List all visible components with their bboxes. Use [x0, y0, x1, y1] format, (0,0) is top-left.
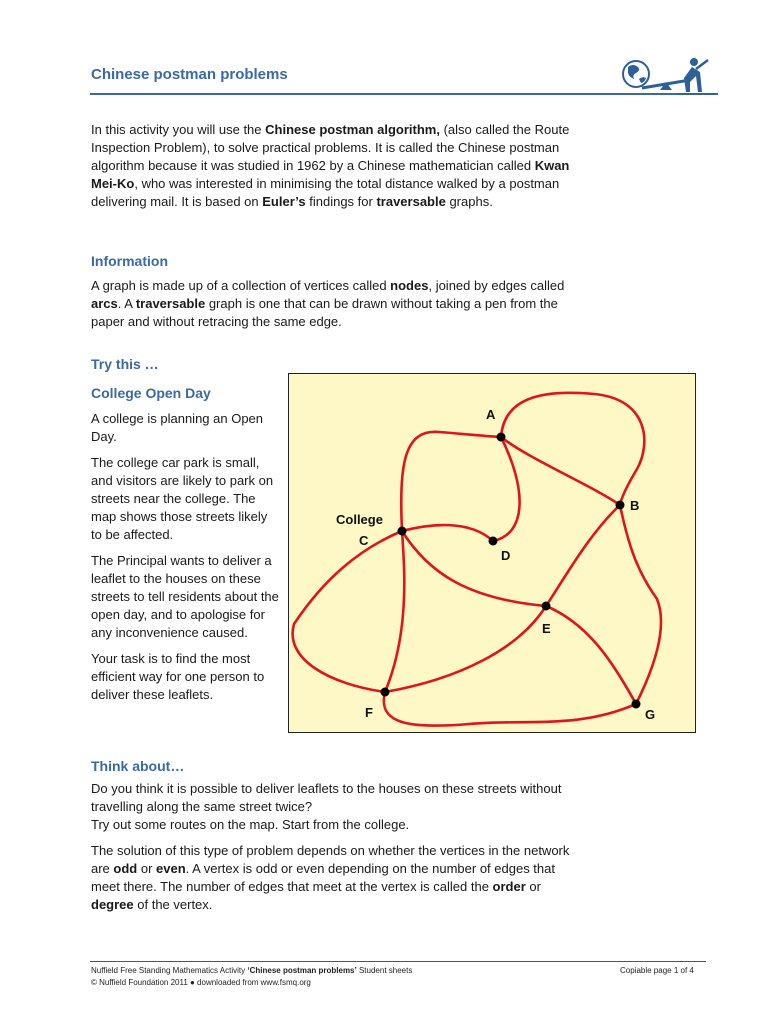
footer-copyright-line: © Nuffield Foundation 2011 ● downloaded from www.fsmq.org — [91, 978, 311, 987]
page-title: Chinese postman problems — [91, 66, 288, 83]
try-this-heading: Try this … — [91, 356, 159, 372]
edge-c-f-outer — [293, 531, 402, 692]
edge-f-e — [385, 606, 546, 692]
college-label: College — [336, 512, 383, 527]
node-f-label: F — [365, 705, 373, 720]
think-about-question: Do you think it is possible to deliver leaflets to the houses on these streets without travelling along the same street twice? — [91, 781, 562, 814]
page-number: Copiable page 1 of 4 — [620, 966, 694, 975]
nuffield-logo-icon — [612, 52, 720, 96]
information-heading: Information — [91, 253, 168, 269]
street-map — [288, 373, 696, 733]
node-c-label: C — [359, 533, 369, 548]
edge-f-g — [384, 692, 636, 726]
edge-c-d — [402, 525, 493, 541]
edge-a-g — [501, 393, 644, 505]
open-day-paragraph: The college car park is small, and visitors are likely to park on streets near the college. The map shows those streets likely to be affected. — [91, 455, 274, 542]
node-c — [398, 527, 407, 536]
edge-c-f — [385, 531, 404, 692]
node-f — [381, 688, 390, 697]
edge-b-g — [620, 505, 661, 704]
node-a-label: A — [486, 407, 496, 422]
college-open-day-heading: College Open Day — [91, 385, 211, 401]
edge-c-e — [402, 531, 546, 606]
node-a — [497, 433, 506, 442]
information-paragraph: A graph is made up of a collection of vertices called nodes, joined by edges called arcs. A traversable graph is one that can be drawn without taking a pen from the paper and without retracing the same edge. — [91, 278, 565, 329]
edge-c-a — [401, 432, 501, 531]
open-day-paragraph: Your task is to find the most efficient way for one person to deliver these leaflets. — [91, 651, 265, 702]
node-e-label: E — [542, 621, 551, 636]
intro-paragraph: In this activity you will use the Chinese postman algorithm, (also called the Route Inspection Problem), to solve practical problems. It is called the Chinese postman algorithm because it was studied in 1962 by a Chinese mathematician called Kwan Mei-Ko, who was interested in minimising the total distance walked by a postman delivering mail. It is based on Euler’s findings for traversable graphs. — [91, 122, 570, 209]
think-about-explanation: The solution of this type of problem depends on whether the vertices in the network are odd or even. A vertex is odd or even depending on the number of edges that meet there. The number of edges that meet at the vertex is called the order or degree of the vertex. — [91, 843, 570, 912]
node-d — [489, 537, 498, 546]
street-network-diagram — [289, 374, 695, 732]
footer-credits — [91, 965, 412, 989]
edge-b-e — [546, 505, 620, 606]
node-g-label: G — [645, 707, 656, 722]
edge-e-g — [546, 606, 636, 704]
think-about-instruction: Try out some routes on the map. Start from the college. — [91, 817, 410, 832]
node-e — [542, 602, 551, 611]
edge-a-d — [493, 437, 520, 541]
footer-activity-line: Nuffield Free Standing Mathematics Activity ‘Chinese postman problems’ Student sheets — [91, 966, 413, 975]
open-day-paragraph: The Principal wants to deliver a leaflet to the houses on these streets to tell residents about the open day, and to apologise for any inconvenience caused. — [91, 553, 279, 640]
think-about-heading: Think about… — [91, 758, 185, 774]
node-g — [632, 700, 641, 709]
think-about-text — [91, 780, 581, 922]
node-b-label: B — [630, 498, 640, 513]
node-b — [616, 501, 625, 510]
footer-divider — [90, 961, 706, 962]
node-d-label: D — [501, 548, 511, 563]
open-day-paragraph: A college is planning an Open Day. — [91, 411, 264, 444]
open-day-text — [91, 410, 281, 712]
